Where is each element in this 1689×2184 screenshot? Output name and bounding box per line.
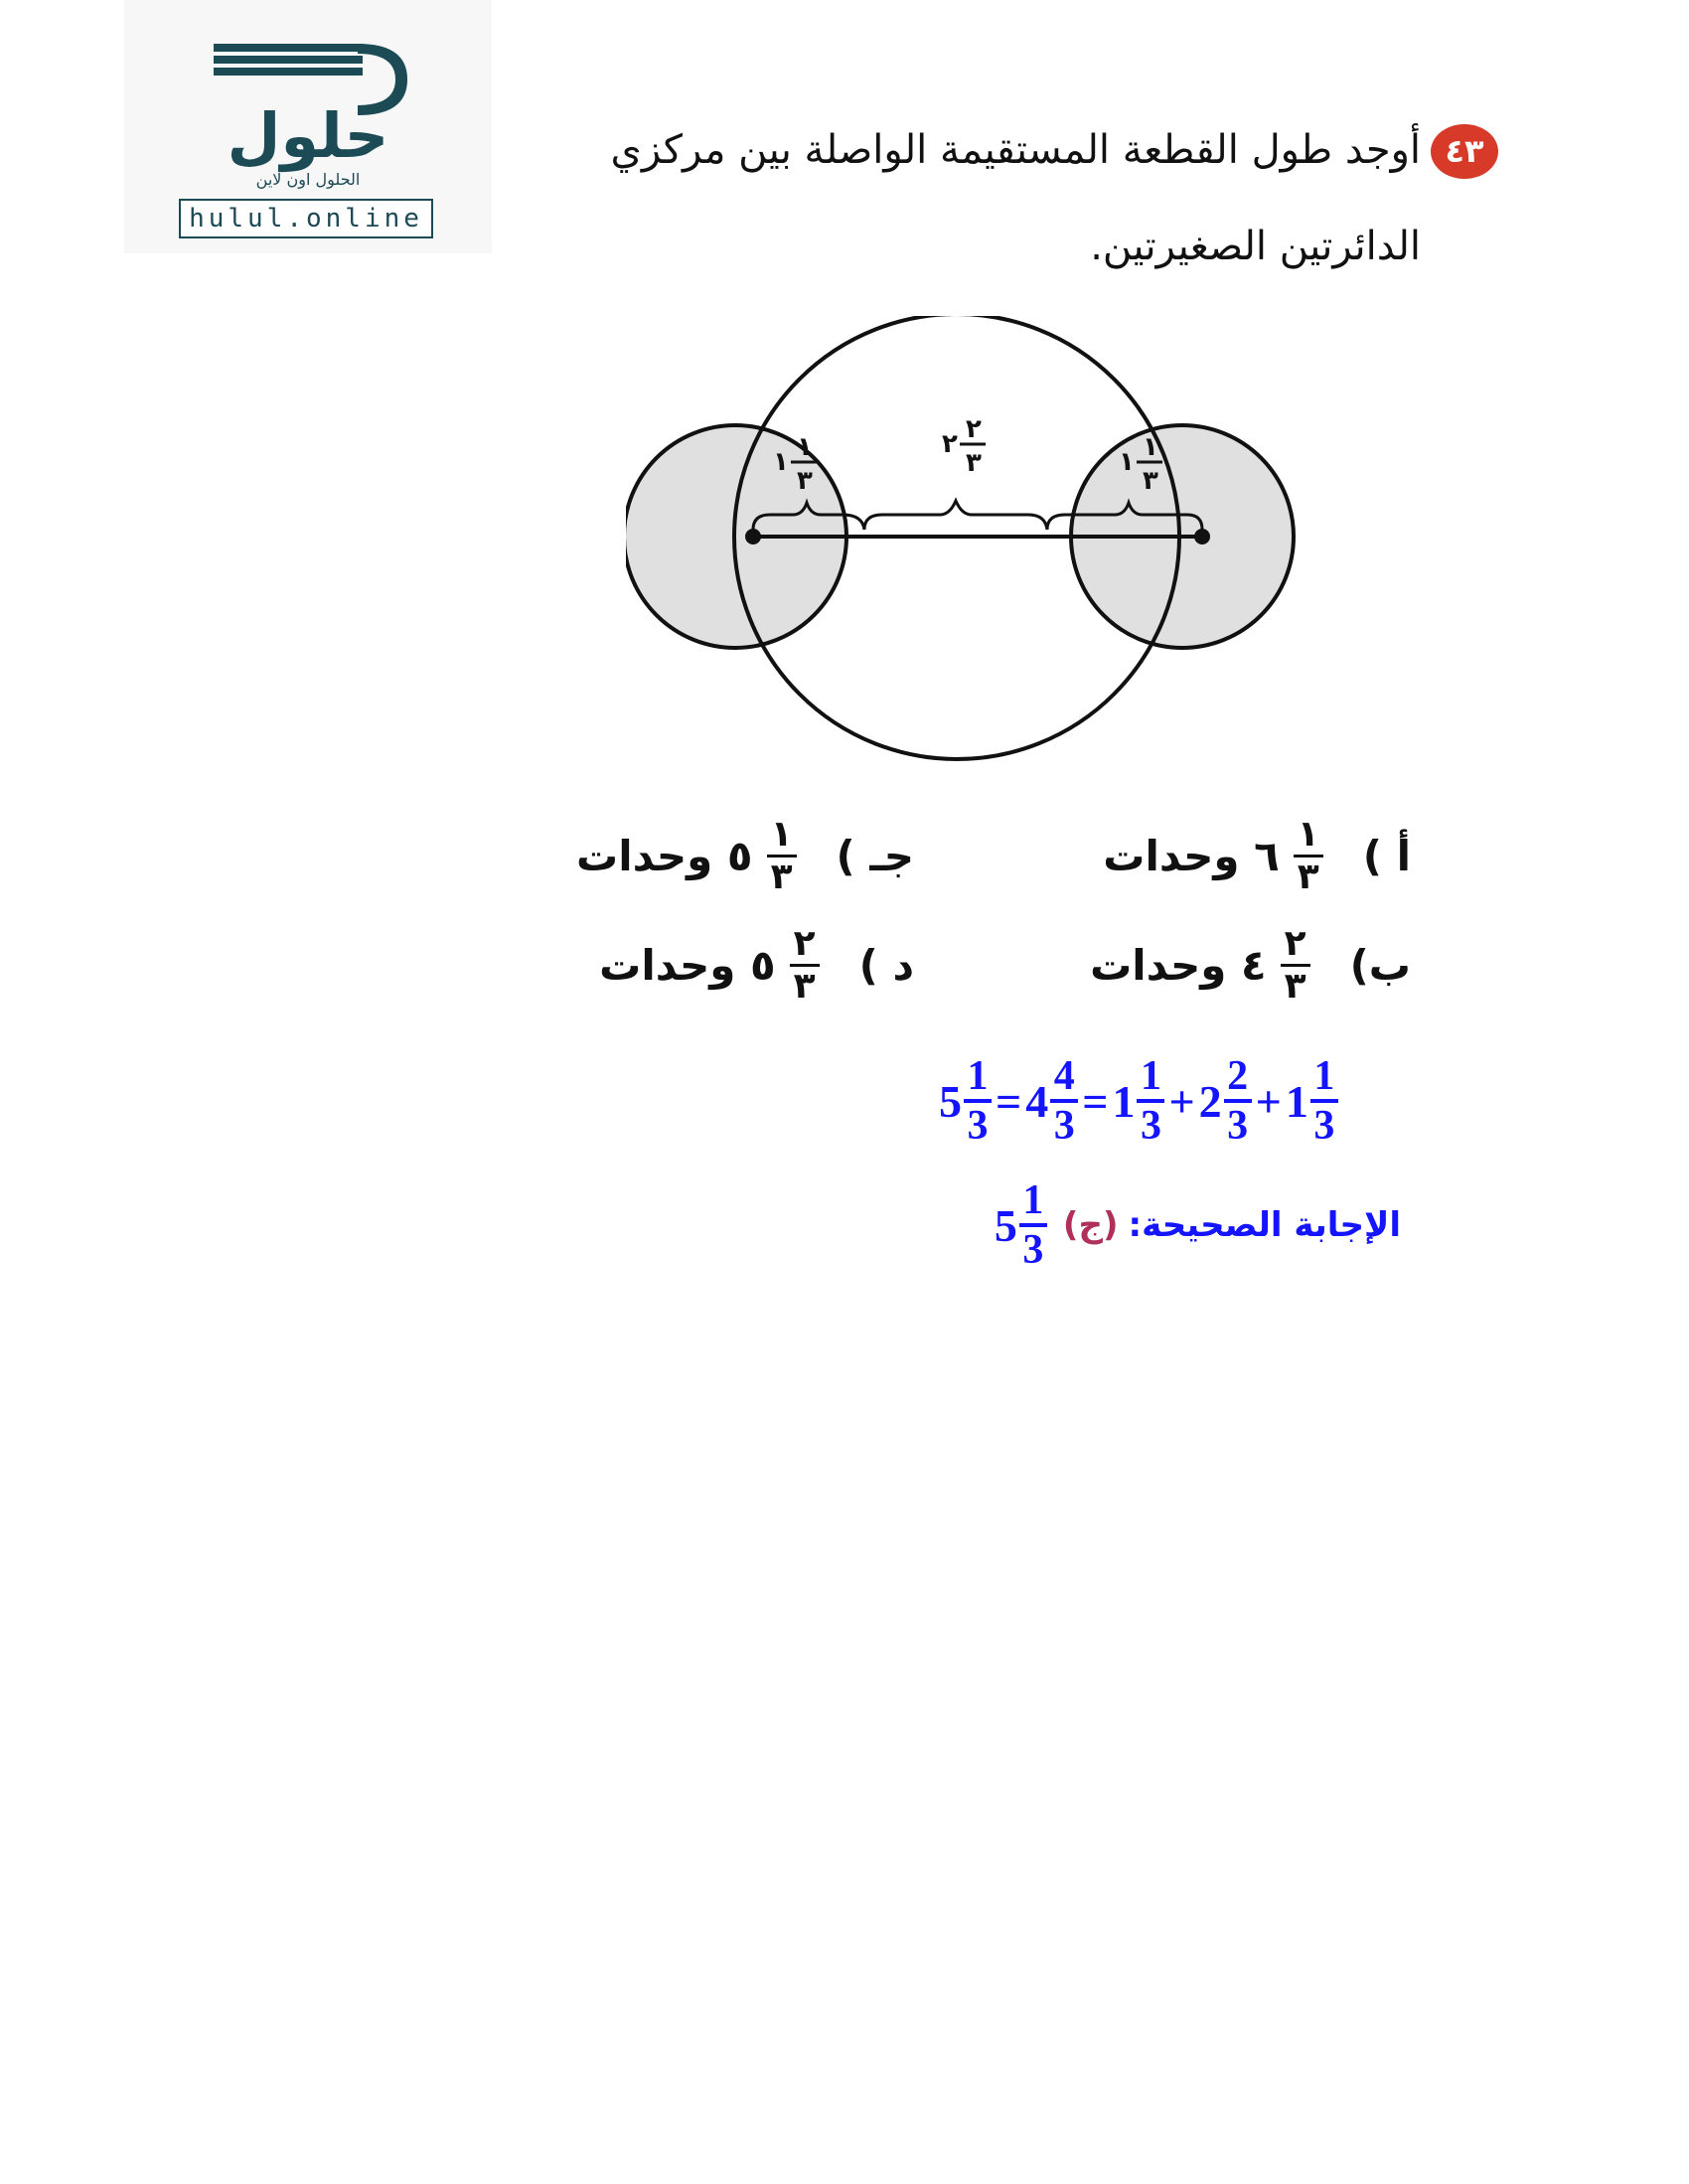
choice-a-fraction [1294, 815, 1323, 897]
term1-whole: 1 [1112, 1075, 1136, 1127]
choice-a-label: أ ) [1362, 832, 1411, 880]
question-text-line-1: أوجد طول القطعة المستقيمة الواصلة بين مركزي [610, 127, 1421, 173]
plus-sign-2: + [1255, 1075, 1282, 1127]
choice-a[interactable] [1103, 815, 1411, 897]
choice-c-whole: ٥ [726, 832, 753, 880]
logo-site-url: hulul.online [179, 199, 433, 238]
choice-a-num: ١ [1297, 814, 1319, 855]
choice-b-whole: ٤ [1240, 941, 1267, 990]
step-num: 4 [1053, 1053, 1075, 1099]
correct-answer-line [995, 1177, 1401, 1273]
choice-b[interactable] [1090, 924, 1411, 1007]
step-den: 3 [1053, 1103, 1075, 1149]
choice-d-label: د ) [858, 941, 914, 990]
term2-num: 2 [1227, 1053, 1249, 1099]
solution-result [939, 1053, 992, 1149]
choice-b-fraction [1281, 924, 1310, 1007]
equals-sign-1: = [996, 1075, 1022, 1127]
choice-b-unit: وحدات [1090, 941, 1227, 990]
term3-num: 1 [1313, 1053, 1335, 1099]
term2-den: 3 [1227, 1103, 1249, 1149]
left-center-point [745, 529, 761, 545]
plus-sign-1: + [1168, 1075, 1195, 1127]
choice-d[interactable] [599, 924, 914, 1007]
equals-sign-2: = [1082, 1075, 1109, 1127]
right-label-whole: ١ [1119, 447, 1135, 477]
choice-c-fraction [767, 815, 797, 897]
answer-den: 3 [1022, 1227, 1044, 1273]
middle-label-num: ٢ [966, 414, 982, 444]
middle-label-den: ٣ [966, 448, 982, 478]
right-label-num: ١ [1143, 432, 1158, 462]
logo-tagline: الحلول اون لاين [255, 170, 361, 189]
choice-d-den: ٣ [793, 966, 816, 1007]
term3-whole: 1 [1285, 1075, 1308, 1127]
right-label-den: ٣ [1143, 466, 1158, 496]
hulul-logo [124, 0, 492, 253]
choice-a-den: ٣ [1297, 857, 1319, 897]
question-text-line-2: الدائرتين الصغيرتين. [1090, 224, 1421, 269]
choice-c-label: جـ ) [836, 832, 914, 880]
answer-label: الإجابة الصحيحة: [1128, 1205, 1401, 1245]
step-whole: 4 [1025, 1075, 1049, 1127]
result-whole: 5 [939, 1075, 962, 1127]
circles-diagram [626, 316, 1311, 773]
term2-whole: 2 [1198, 1075, 1222, 1127]
result-num: 1 [967, 1053, 989, 1099]
answer-letter: (ج) [1062, 1205, 1119, 1245]
left-label-den: ٣ [797, 466, 813, 496]
solution-step [1025, 1053, 1078, 1149]
solution-equation [939, 1053, 1338, 1149]
answer-num: 1 [1022, 1177, 1044, 1223]
choice-d-fraction [790, 924, 820, 1007]
choice-c-den: ٣ [770, 857, 793, 897]
question-number-badge: ٤٣ [1431, 124, 1498, 179]
choice-c-unit: وحدات [576, 832, 713, 880]
middle-brace [864, 501, 1047, 530]
answer-value [995, 1177, 1047, 1273]
choice-b-num: ٢ [1284, 923, 1306, 964]
choice-b-den: ٣ [1284, 966, 1306, 1007]
choice-c[interactable] [576, 815, 914, 897]
logo-brand-text: حلول [227, 99, 389, 172]
result-den: 3 [967, 1103, 989, 1149]
solution-term-3 [1286, 1053, 1338, 1149]
choice-d-unit: وحدات [599, 941, 736, 990]
term1-den: 3 [1140, 1103, 1161, 1149]
choice-d-num: ٢ [793, 923, 816, 964]
left-label-num: ١ [797, 432, 813, 462]
middle-label-whole: ٢ [942, 429, 958, 459]
answer-whole: 5 [994, 1199, 1017, 1251]
hulul-logo-mark [209, 40, 407, 189]
choice-a-unit: وحدات [1103, 832, 1240, 880]
choice-a-whole: ٦ [1254, 832, 1280, 880]
choice-c-num: ١ [770, 814, 793, 855]
left-label-whole: ١ [773, 447, 789, 477]
term3-den: 3 [1313, 1103, 1335, 1149]
term1-num: 1 [1140, 1053, 1161, 1099]
choice-b-label: ب) [1349, 941, 1411, 990]
choice-d-whole: ٥ [749, 941, 776, 990]
solution-term-1 [1112, 1053, 1164, 1149]
right-center-point [1194, 529, 1210, 545]
solution-term-2 [1199, 1053, 1252, 1149]
